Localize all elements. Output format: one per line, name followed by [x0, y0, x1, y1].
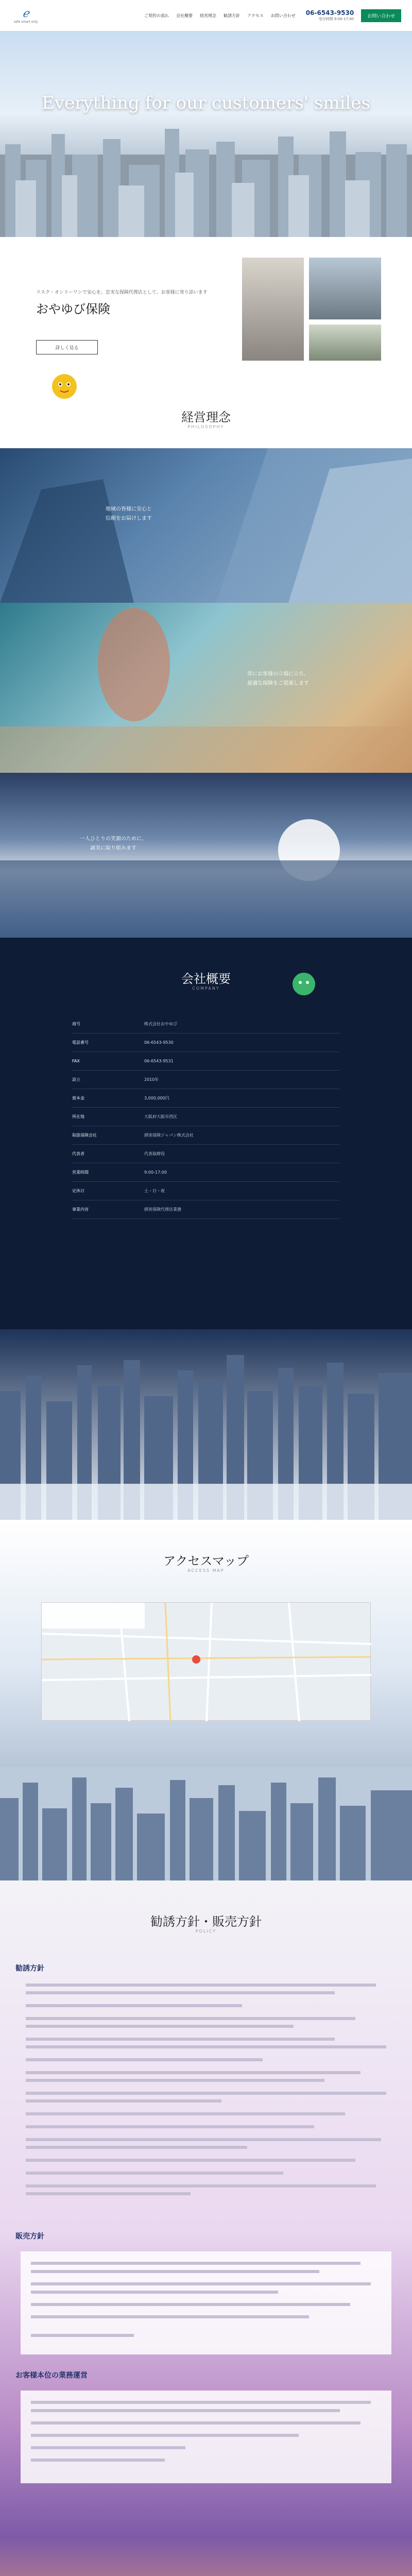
customer-policy-heading: お客様本位の業務運営 — [15, 2371, 88, 2380]
global-nav — [144, 13, 296, 19]
nav-item-contact[interactable]: お問い合わせ — [270, 13, 296, 18]
policy-text-line — [31, 2334, 134, 2337]
policy-text-line — [31, 2446, 185, 2449]
policy-text-line — [26, 2099, 221, 2103]
table-row — [72, 1108, 340, 1126]
skyline-image-1 — [0, 1329, 412, 1520]
header-tel — [306, 9, 354, 22]
philosophy-band-3 — [0, 773, 412, 938]
photo-people — [242, 258, 304, 361]
company-subheading: COMPANY — [192, 986, 220, 991]
row-value: 損害保険ジャパン株式会社 — [144, 1133, 194, 1138]
row-key: 事業内容 — [72, 1207, 89, 1212]
row-value: 損害保険代理店業務 — [144, 1207, 181, 1212]
row-value: 大阪府大阪市西区 — [144, 1114, 177, 1119]
table-row — [72, 1015, 340, 1033]
row-key: 設立 — [72, 1077, 80, 1082]
policy-text-line — [31, 2401, 371, 2404]
company-heading: 会社概要 — [181, 972, 231, 986]
company-mascot-icon — [288, 969, 319, 999]
policy-text-line — [31, 2315, 309, 2318]
policy-text-line — [26, 2092, 386, 2095]
policy-text-line — [31, 2421, 360, 2425]
city-skyline-image — [0, 124, 412, 237]
logo-subtitle: safe smart only — [13, 20, 38, 24]
policy-text-line — [26, 2138, 381, 2141]
nav-item-flow[interactable]: ご契約の流れ — [144, 13, 169, 18]
map-image — [42, 1603, 371, 1721]
row-value: 代表取締役 — [144, 1151, 165, 1156]
table-row — [72, 1126, 340, 1145]
mascot-icon — [49, 371, 80, 402]
table-row — [72, 1182, 340, 1200]
policy-text-line — [26, 2038, 335, 2041]
tel-hours: 受付時間 9:00-17:00 — [318, 17, 354, 21]
policy-text-line — [26, 2112, 345, 2115]
access-subheading: ACCESS MAP — [187, 1568, 225, 1573]
row-value: 土・日・祝 — [144, 1189, 165, 1193]
policy-text-line — [31, 2270, 319, 2273]
table-row — [72, 1163, 340, 1182]
table-row — [72, 1089, 340, 1108]
sunset-image — [0, 2545, 412, 2576]
row-key: 定休日 — [72, 1189, 84, 1193]
policy-text-line — [26, 2146, 247, 2149]
row-value: 2010年 — [144, 1077, 159, 1082]
policy-section — [0, 1880, 412, 2576]
policy-text-line — [26, 1984, 376, 1987]
policy-heading: 勧誘方針・販売方針 — [150, 1914, 262, 1929]
policy-text-line — [31, 2291, 278, 2294]
philosophy-text-2: 常にお客様の立場に立ち、 最適な保険をご提案します — [247, 671, 309, 686]
row-key: 商号 — [72, 1022, 80, 1026]
policy-text-line — [26, 2125, 314, 2128]
policy-text-line — [31, 2459, 165, 2462]
philosophy-heading: 経営理念 — [181, 410, 231, 425]
intro-more-button[interactable]: 詳しく見る — [36, 340, 98, 354]
policy-text-line — [26, 2071, 360, 2074]
table-row — [72, 1071, 340, 1089]
sales-policy-heading: 販売方針 — [15, 2232, 44, 2241]
policy-text-line — [26, 2004, 242, 2007]
customer-policy-box — [21, 2391, 391, 2483]
logo-mark: ℯ — [22, 7, 29, 20]
hero — [0, 31, 412, 237]
philosophy-text-1: 地域の皆様に安心と 信頼をお届けします — [106, 506, 152, 521]
table-row — [72, 1052, 340, 1071]
policy-text-line — [26, 2045, 386, 2048]
photo-car — [309, 325, 381, 361]
policy-text-line — [31, 2262, 360, 2265]
skyline-image-2 — [0, 1767, 412, 1880]
row-value: 株式会社おやゆび — [144, 1022, 177, 1026]
policy-text-line — [31, 2282, 371, 2285]
policy-text-line — [26, 2192, 191, 2195]
row-key: FAX — [72, 1059, 80, 1063]
google-map[interactable] — [41, 1602, 371, 1721]
sunrise-image — [0, 773, 412, 938]
nav-item-access[interactable]: アクセス — [247, 13, 264, 18]
row-key: 営業時間 — [72, 1170, 89, 1175]
nav-item-company[interactable]: 会社概要 — [176, 13, 193, 18]
policy-text-line — [26, 1991, 335, 1994]
header-contact-button[interactable]: お問い合わせ — [361, 9, 401, 22]
philosophy-band-1 — [0, 448, 412, 603]
hero-title: Everything for our customers' smiles — [42, 93, 370, 113]
row-value: 06-6543-9531 — [144, 1059, 174, 1063]
policy-text-line — [31, 2409, 340, 2412]
intro-company-name: おやゆび保険 — [36, 302, 110, 316]
row-value: 06-6543-9530 — [144, 1040, 174, 1045]
policy-text-line — [31, 2303, 350, 2306]
table-row — [72, 1033, 340, 1052]
policy-text-line — [26, 2079, 324, 2082]
solicit-policy-heading: 勧誘方針 — [15, 1964, 44, 1973]
policy-text-line — [26, 2184, 376, 2188]
philosophy-text-3: 一人ひとりの笑顔のために、 誠実に取り組みます — [80, 836, 147, 851]
row-value: 3,000,000円 — [144, 1096, 169, 1100]
row-value: 9:00-17:00 — [144, 1170, 167, 1175]
site-logo[interactable] — [10, 5, 41, 26]
policy-text-line — [26, 2159, 355, 2162]
company-section — [0, 938, 412, 1329]
photo-motorcycle — [309, 258, 381, 319]
nav-item-philosophy[interactable]: 経営理念 — [200, 13, 216, 18]
access-heading: アクセスマップ — [163, 1554, 249, 1568]
tel-number[interactable]: 06-6543-9530 — [305, 9, 354, 16]
policy-text-line — [31, 2434, 299, 2437]
table-row — [72, 1200, 340, 1219]
row-key: 所在地 — [72, 1114, 84, 1119]
row-key: 資本金 — [72, 1096, 84, 1100]
philosophy-band-2 — [0, 603, 412, 773]
nav-item-policy[interactable]: 勧誘方針 — [224, 13, 240, 18]
site-header — [0, 0, 412, 31]
policy-text-line — [26, 2017, 355, 2020]
row-key: 取扱保険会社 — [72, 1133, 97, 1138]
policy-text-line — [26, 2025, 294, 2028]
policy-subheading: POLICY — [195, 1929, 217, 1934]
intro-section — [0, 237, 412, 407]
access-section — [0, 1520, 412, 1767]
row-key: 電話番号 — [72, 1040, 89, 1045]
sales-policy-box — [21, 2251, 391, 2354]
company-info-table — [72, 1015, 340, 1219]
intro-tagline: リスク・オンリーワンで安心を。忠実な保険代理店として、お客様に寄り添います — [36, 290, 208, 295]
policy-text-line — [26, 2058, 263, 2061]
row-key: 代表者 — [72, 1151, 84, 1156]
table-row — [72, 1145, 340, 1163]
building-image-1 — [0, 448, 412, 603]
policy-text-line — [26, 2172, 283, 2175]
philosophy-subheading: PHILOSOPHY — [187, 425, 225, 429]
